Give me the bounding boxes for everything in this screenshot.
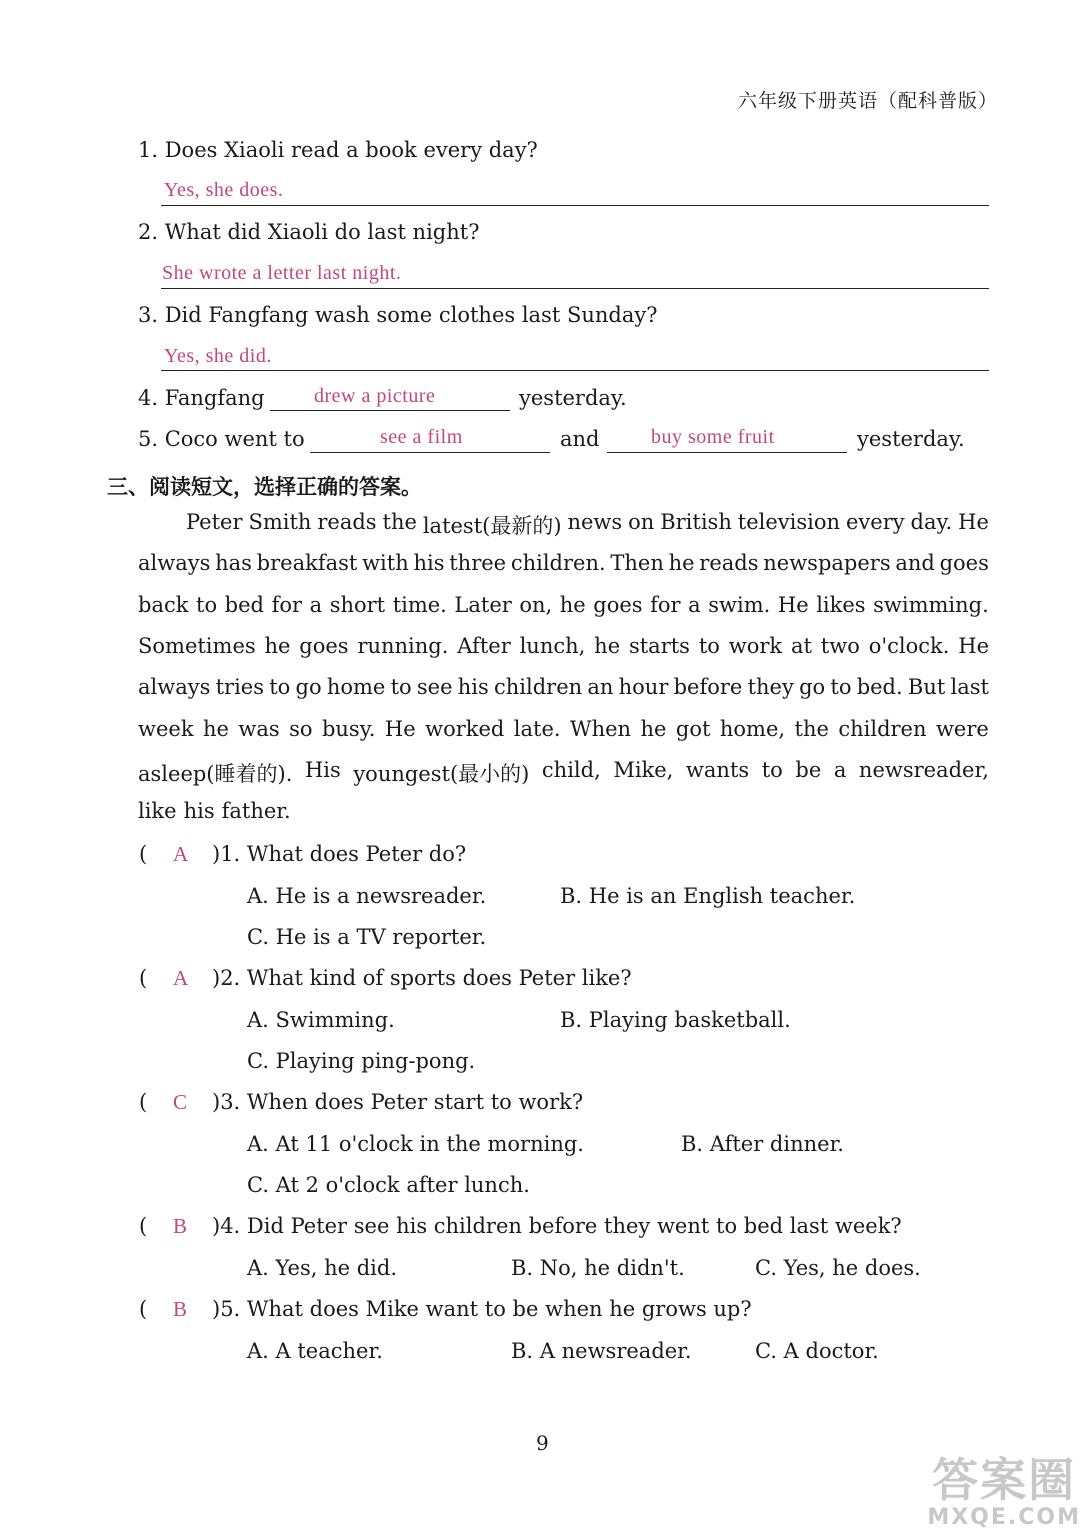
passage-word: his bbox=[413, 551, 445, 576]
passage-word: to bbox=[390, 675, 412, 700]
passage-word: to bbox=[761, 757, 783, 782]
section-title: 三、阅读短文，选择正确的答案。 bbox=[107, 475, 422, 499]
passage-word: news bbox=[567, 510, 623, 534]
passage-word: He bbox=[958, 510, 989, 534]
passage-word: reads bbox=[699, 551, 759, 576]
passage-word: goes bbox=[299, 633, 349, 658]
answer-line-2 bbox=[161, 288, 989, 289]
passage-word: Sometimes bbox=[138, 633, 256, 658]
passage-word: the bbox=[382, 510, 417, 534]
passage-word: child, bbox=[541, 757, 601, 782]
answer-paren-open: ( bbox=[139, 1297, 148, 1321]
passage-word: wants bbox=[685, 757, 750, 782]
passage-word: so bbox=[289, 716, 313, 741]
passage-word: goes bbox=[939, 551, 989, 576]
mc-question: )3. When does Peter start to work? bbox=[212, 1090, 584, 1114]
option-b: B. No, he didn't. bbox=[511, 1255, 685, 1280]
passage-word: a bbox=[688, 592, 701, 617]
choice-answer: B bbox=[173, 1214, 188, 1238]
passage-word: Later bbox=[454, 592, 512, 617]
passage-word: worked bbox=[425, 716, 505, 741]
passage-word: his bbox=[183, 799, 215, 824]
passage-word: children bbox=[838, 716, 927, 741]
passage-word: He bbox=[777, 592, 809, 617]
passage-word: for bbox=[650, 592, 681, 617]
passage-line bbox=[138, 717, 989, 741]
option-c: C. At 2 o'clock after lunch. bbox=[247, 1173, 530, 1197]
passage-word: last bbox=[950, 675, 989, 700]
passage-word: starts bbox=[628, 633, 690, 658]
choice-answer: A bbox=[173, 842, 189, 866]
passage-word: swimming. bbox=[873, 592, 989, 617]
passage-word: British bbox=[660, 510, 732, 534]
passage-word: latest(最新的) bbox=[422, 514, 562, 538]
answer-1: Yes, she does. bbox=[164, 179, 284, 201]
passage-word: hour bbox=[618, 675, 669, 700]
passage-word: with bbox=[362, 551, 409, 576]
passage-word: a bbox=[309, 592, 323, 617]
passage-word: to bbox=[698, 633, 720, 658]
passage-word: on bbox=[628, 510, 655, 534]
option-c: C. He is a TV reporter. bbox=[247, 925, 487, 949]
passage-word: swim. bbox=[708, 592, 771, 617]
passage-word: his bbox=[457, 675, 489, 700]
page-header: 六年级下册英语（配科普版） bbox=[738, 90, 999, 112]
passage-word: was bbox=[238, 716, 280, 741]
passage-word: bed bbox=[224, 592, 264, 617]
passage-word: every bbox=[845, 510, 905, 534]
answer-paren-open: ( bbox=[139, 1090, 148, 1114]
passage-word: newsreader, bbox=[858, 757, 989, 782]
passage-line bbox=[138, 551, 989, 575]
passage-word: After bbox=[457, 633, 511, 658]
passage-word: always bbox=[138, 675, 211, 700]
mc-question: )4. Did Peter see his children before they went to bed last week? bbox=[212, 1214, 902, 1238]
passage-word: busy. bbox=[321, 716, 376, 741]
passage-word: home bbox=[326, 675, 386, 700]
option-a: A. He is a newsreader. bbox=[247, 883, 487, 908]
passage-word: has bbox=[215, 551, 252, 576]
passage-word: children bbox=[494, 675, 583, 700]
passage-word: newspapers bbox=[763, 551, 891, 576]
passage-word: home, bbox=[719, 716, 786, 741]
passage-word: Smith bbox=[248, 510, 312, 534]
question-4-prefix: 4. Fangfang bbox=[138, 386, 265, 410]
passage-word: got bbox=[675, 716, 711, 741]
passage-word: two bbox=[820, 633, 860, 658]
choice-answer: A bbox=[173, 966, 189, 990]
question-5-suffix: yesterday. bbox=[857, 427, 965, 451]
passage-word: breakfast bbox=[256, 551, 358, 576]
option-c: C. Playing ping-pong. bbox=[247, 1049, 476, 1073]
passage-word: Peter bbox=[186, 510, 243, 534]
passage-word: o'clock. bbox=[868, 633, 950, 658]
option-a: A. A teacher. bbox=[247, 1338, 383, 1363]
choice-answer: B bbox=[173, 1297, 188, 1321]
answer-4: drew a picture bbox=[314, 385, 436, 407]
passage-word: He bbox=[384, 716, 416, 741]
passage-word: work bbox=[728, 633, 783, 658]
answer-paren-open: ( bbox=[139, 1214, 148, 1238]
passage-word: he bbox=[559, 592, 586, 617]
answer-2: She wrote a letter last night. bbox=[162, 262, 402, 284]
passage-word: time. bbox=[392, 592, 447, 617]
option-a: A. Yes, he did. bbox=[247, 1255, 398, 1280]
passage-word: to bbox=[269, 675, 291, 700]
passage-word: goes bbox=[593, 592, 643, 617]
option-c: C. Yes, he does. bbox=[755, 1255, 921, 1280]
passage-word: a bbox=[833, 757, 847, 782]
passage-word: But bbox=[907, 675, 946, 700]
passage-word: asleep(睡着的). bbox=[138, 761, 293, 786]
passage-word: see bbox=[416, 675, 453, 700]
answer-line-5a bbox=[310, 452, 550, 453]
answer-line-4 bbox=[270, 410, 510, 411]
option-b: B. After dinner. bbox=[681, 1131, 844, 1156]
passage-word: go bbox=[799, 675, 826, 700]
passage-word: short bbox=[329, 592, 386, 617]
question-3: 3. Did Fangfang wash some clothes last Sunday? bbox=[138, 303, 658, 327]
passage-word: back bbox=[138, 592, 189, 617]
answer-line-1 bbox=[161, 205, 989, 206]
passage-line bbox=[138, 799, 989, 823]
passage-word: at bbox=[790, 633, 812, 658]
mc-question: )1. What does Peter do? bbox=[212, 842, 467, 866]
passage-line bbox=[138, 758, 989, 788]
page-number: 9 bbox=[536, 1431, 549, 1455]
passage-word: youngest(最小的) bbox=[353, 761, 530, 786]
passage-word: he bbox=[594, 633, 621, 658]
passage-word: reads bbox=[317, 510, 377, 534]
passage-word: children. bbox=[510, 551, 606, 576]
mc-question: )5. What does Mike want to be when he grows up? bbox=[212, 1297, 752, 1321]
passage-word: to bbox=[830, 675, 852, 700]
passage-word: week bbox=[138, 716, 194, 741]
answer-5a: see a film bbox=[380, 426, 463, 448]
question-4-suffix: yesterday. bbox=[519, 386, 627, 410]
passage-word: Mike, bbox=[613, 757, 674, 782]
option-a: A. At 11 o'clock in the morning. bbox=[247, 1131, 584, 1156]
passage-word: he bbox=[264, 633, 291, 658]
passage-word: like bbox=[138, 799, 177, 824]
passage-word: always bbox=[138, 551, 211, 576]
watermark-text: 答案圈 bbox=[932, 1453, 1077, 1507]
passage-line bbox=[138, 634, 989, 658]
passage-word: before bbox=[673, 675, 743, 700]
passage-word: likes bbox=[816, 592, 866, 617]
answer-line-5b bbox=[607, 452, 847, 453]
passage-word: were bbox=[935, 716, 989, 741]
watermark-url: MXQE.COM bbox=[927, 1505, 1081, 1530]
option-b: B. He is an English teacher. bbox=[560, 883, 856, 908]
passage-word: the bbox=[794, 716, 829, 741]
passage-word: go bbox=[295, 675, 322, 700]
passage-word: on, bbox=[519, 592, 553, 617]
passage-word: lunch, bbox=[519, 633, 586, 658]
answer-3: Yes, she did. bbox=[164, 345, 272, 367]
passage-word: late. bbox=[513, 716, 561, 741]
passage-word: for bbox=[271, 592, 303, 617]
passage-word: an bbox=[587, 675, 614, 700]
passage-word: father. bbox=[221, 799, 291, 824]
option-b: B. Playing basketball. bbox=[560, 1007, 791, 1032]
question-2: 2. What did Xiaoli do last night? bbox=[138, 220, 480, 244]
passage-word: be bbox=[795, 757, 822, 782]
passage-line bbox=[138, 675, 989, 699]
option-a: A. Swimming. bbox=[247, 1007, 395, 1032]
question-1: 1. Does Xiaoli read a book every day? bbox=[138, 138, 538, 162]
passage-word: he bbox=[640, 716, 667, 741]
passage-word: to bbox=[196, 592, 218, 617]
option-c: C. A doctor. bbox=[755, 1338, 879, 1363]
passage-word: television bbox=[737, 510, 841, 534]
answer-paren-open: ( bbox=[139, 966, 148, 990]
passage-word: and bbox=[895, 551, 935, 576]
choice-answer: C bbox=[173, 1090, 188, 1114]
passage-line bbox=[138, 593, 989, 617]
passage-word: they bbox=[747, 675, 794, 700]
passage-word: tries bbox=[215, 675, 264, 700]
passage-word: His bbox=[304, 757, 341, 782]
option-b: B. A newsreader. bbox=[511, 1338, 692, 1363]
passage-word: he bbox=[203, 716, 229, 741]
passage-line bbox=[186, 510, 989, 540]
passage-word: bed. bbox=[856, 675, 903, 700]
passage-word: running. bbox=[357, 633, 449, 658]
question-5-prefix: 5. Coco went to bbox=[138, 427, 305, 451]
answer-5b: buy some fruit bbox=[651, 426, 775, 448]
passage-word: day. bbox=[910, 510, 953, 534]
passage-word: three bbox=[449, 551, 507, 576]
answer-paren-open: ( bbox=[139, 842, 148, 866]
watermark-logo bbox=[927, 1455, 1081, 1530]
answer-line-3 bbox=[161, 370, 989, 371]
passage-word: Then bbox=[610, 551, 664, 576]
question-5-middle: and bbox=[560, 427, 600, 451]
mc-question: )2. What kind of sports does Peter like? bbox=[212, 966, 632, 990]
passage-word: he bbox=[668, 551, 695, 576]
passage-word: He bbox=[958, 633, 989, 658]
passage-word: When bbox=[570, 716, 632, 741]
